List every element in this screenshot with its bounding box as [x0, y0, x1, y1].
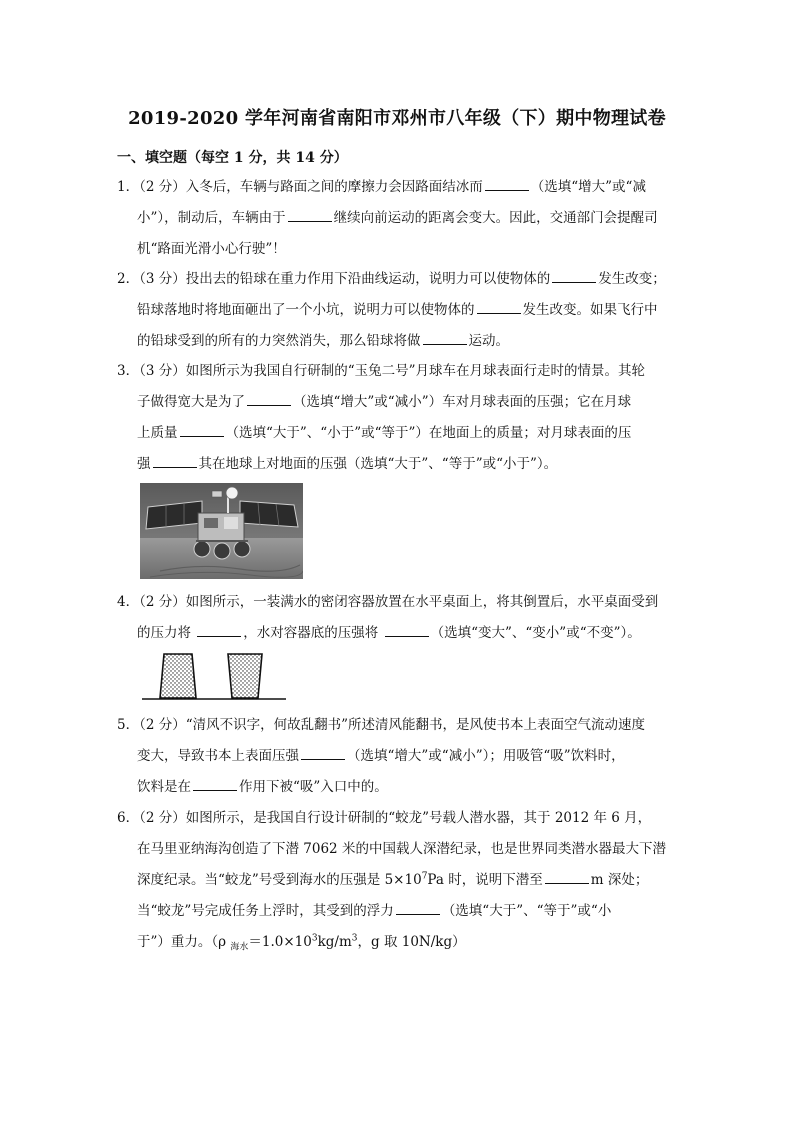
q6-line-2: 在马里亚纳海沟创造了下潜 7062 米的中国载人深潜纪录，也是世界同类潜水器最大下潜 [137, 841, 666, 857]
q6-line-4: 当“蛟龙”号完成任务上浮时，其受到的浮力 （选填“大于”、“等于”或“小 [137, 903, 612, 919]
question-3 [117, 356, 677, 480]
q1-line-2: 小”），制动后，车辆由于 继续向前运动的距离会变大。因此，交通部门会提醒司 [137, 210, 658, 226]
q4-line-1: 4．（2 分）如图所示，一装满水的密闭容器放置在水平桌面上，将其倒置后，水平桌面受到 [117, 594, 659, 610]
answer-blank[interactable] [180, 424, 224, 437]
answer-blank[interactable] [477, 301, 521, 314]
section-heading: 一、填空题（每空 1 分，共 14 分） [117, 150, 348, 166]
answer-blank[interactable] [288, 209, 332, 222]
page-title: 2019-2020 学年河南省南阳市邓州市八年级（下）期中物理试卷 [128, 108, 666, 129]
q2-line-3: 的铅球受到的所有的力突然消失，那么铅球将做 运动。 [137, 333, 509, 349]
lunar-rover-photo [140, 483, 303, 579]
answer-blank[interactable] [552, 270, 596, 283]
lunar-rover-image [140, 483, 303, 579]
question-4 [117, 587, 677, 649]
answer-blank[interactable] [153, 455, 197, 468]
answer-blank[interactable] [193, 778, 237, 791]
answer-blank[interactable] [301, 747, 345, 760]
answer-blank[interactable] [423, 332, 467, 345]
q5-line-1: 5．（2 分）“清风不识字，何故乱翻书”所述清风能翻书，是风使书本上表面空气流动速度 [117, 717, 646, 733]
q4-line-2: 的压力将 ，水对容器底的压强将 （选填“变大”、“变小”或“不变”）。 [137, 625, 641, 641]
q3-line-3: 上质量 （选填“大于”、“小于”或“等于”）在地面上的质量；对月球表面的压 [137, 425, 632, 441]
q3-line-2: 子做得宽大是为了 （选填“增大”或“减小”）车对月球表面的压强；它在月球 [137, 394, 632, 410]
question-2 [117, 264, 677, 357]
question-6 [117, 803, 677, 958]
answer-blank[interactable] [385, 624, 429, 637]
answer-blank[interactable] [396, 902, 440, 915]
question-5 [117, 710, 677, 803]
q1-line-1: 1．（2 分）入冬后，车辆与路面之间的摩擦力会因路面结冰而 （选填“增大”或“减 [117, 179, 646, 195]
q3-line-4: 强 其在地球上对地面的压强（选填“大于”、“等于”或“小于”）。 [137, 456, 558, 472]
q2-line-1: 2．（3 分）投出去的铅球在重力作用下沿曲线运动，说明力可以使物体的 发生改变； [117, 271, 666, 287]
container-diagram [140, 648, 290, 704]
q1-line-3: 机“路面光滑小心行驶”！ [137, 241, 286, 257]
q5-line-2: 变大，导致书本上表面压强 （选填“增大”或“减小”）；用吸管“吸”饮料时， [137, 748, 625, 764]
q5-line-3: 饮料是在 作用下被“吸”入口中的。 [137, 779, 388, 795]
answer-blank[interactable] [197, 624, 241, 637]
container-figure [140, 648, 290, 704]
q6-line-1: 6．（2 分）如图所示，是我国自行设计研制的“蛟龙”号载人潜水器，其于 2012 年 6 月， [117, 810, 652, 826]
q6-line-5: 于”）重力。（ρ $_{海水}=1.0\times 10^3kg/m^3$，g 取 10N/kg） [137, 933, 466, 953]
q3-line-1: 3．（3 分）如图所示为我国自行研制的“玉兔二号”月球车在月球表面行走时的情景。其轮 [117, 363, 646, 379]
answer-blank[interactable] [485, 178, 529, 191]
question-1 [117, 172, 677, 265]
q2-line-2: 铅球落地时将地面砸出了一个小坑，说明力可以使物体的 发生改变。如果飞行中 [137, 302, 658, 318]
answer-blank[interactable] [545, 871, 589, 884]
answer-blank[interactable] [247, 393, 291, 406]
q6-line-3: 深度纪录。当“蛟龙”号受到海水的压强是 $5\times 10^7Pa$ 时，说明下潜至 m 深处； [137, 871, 649, 888]
